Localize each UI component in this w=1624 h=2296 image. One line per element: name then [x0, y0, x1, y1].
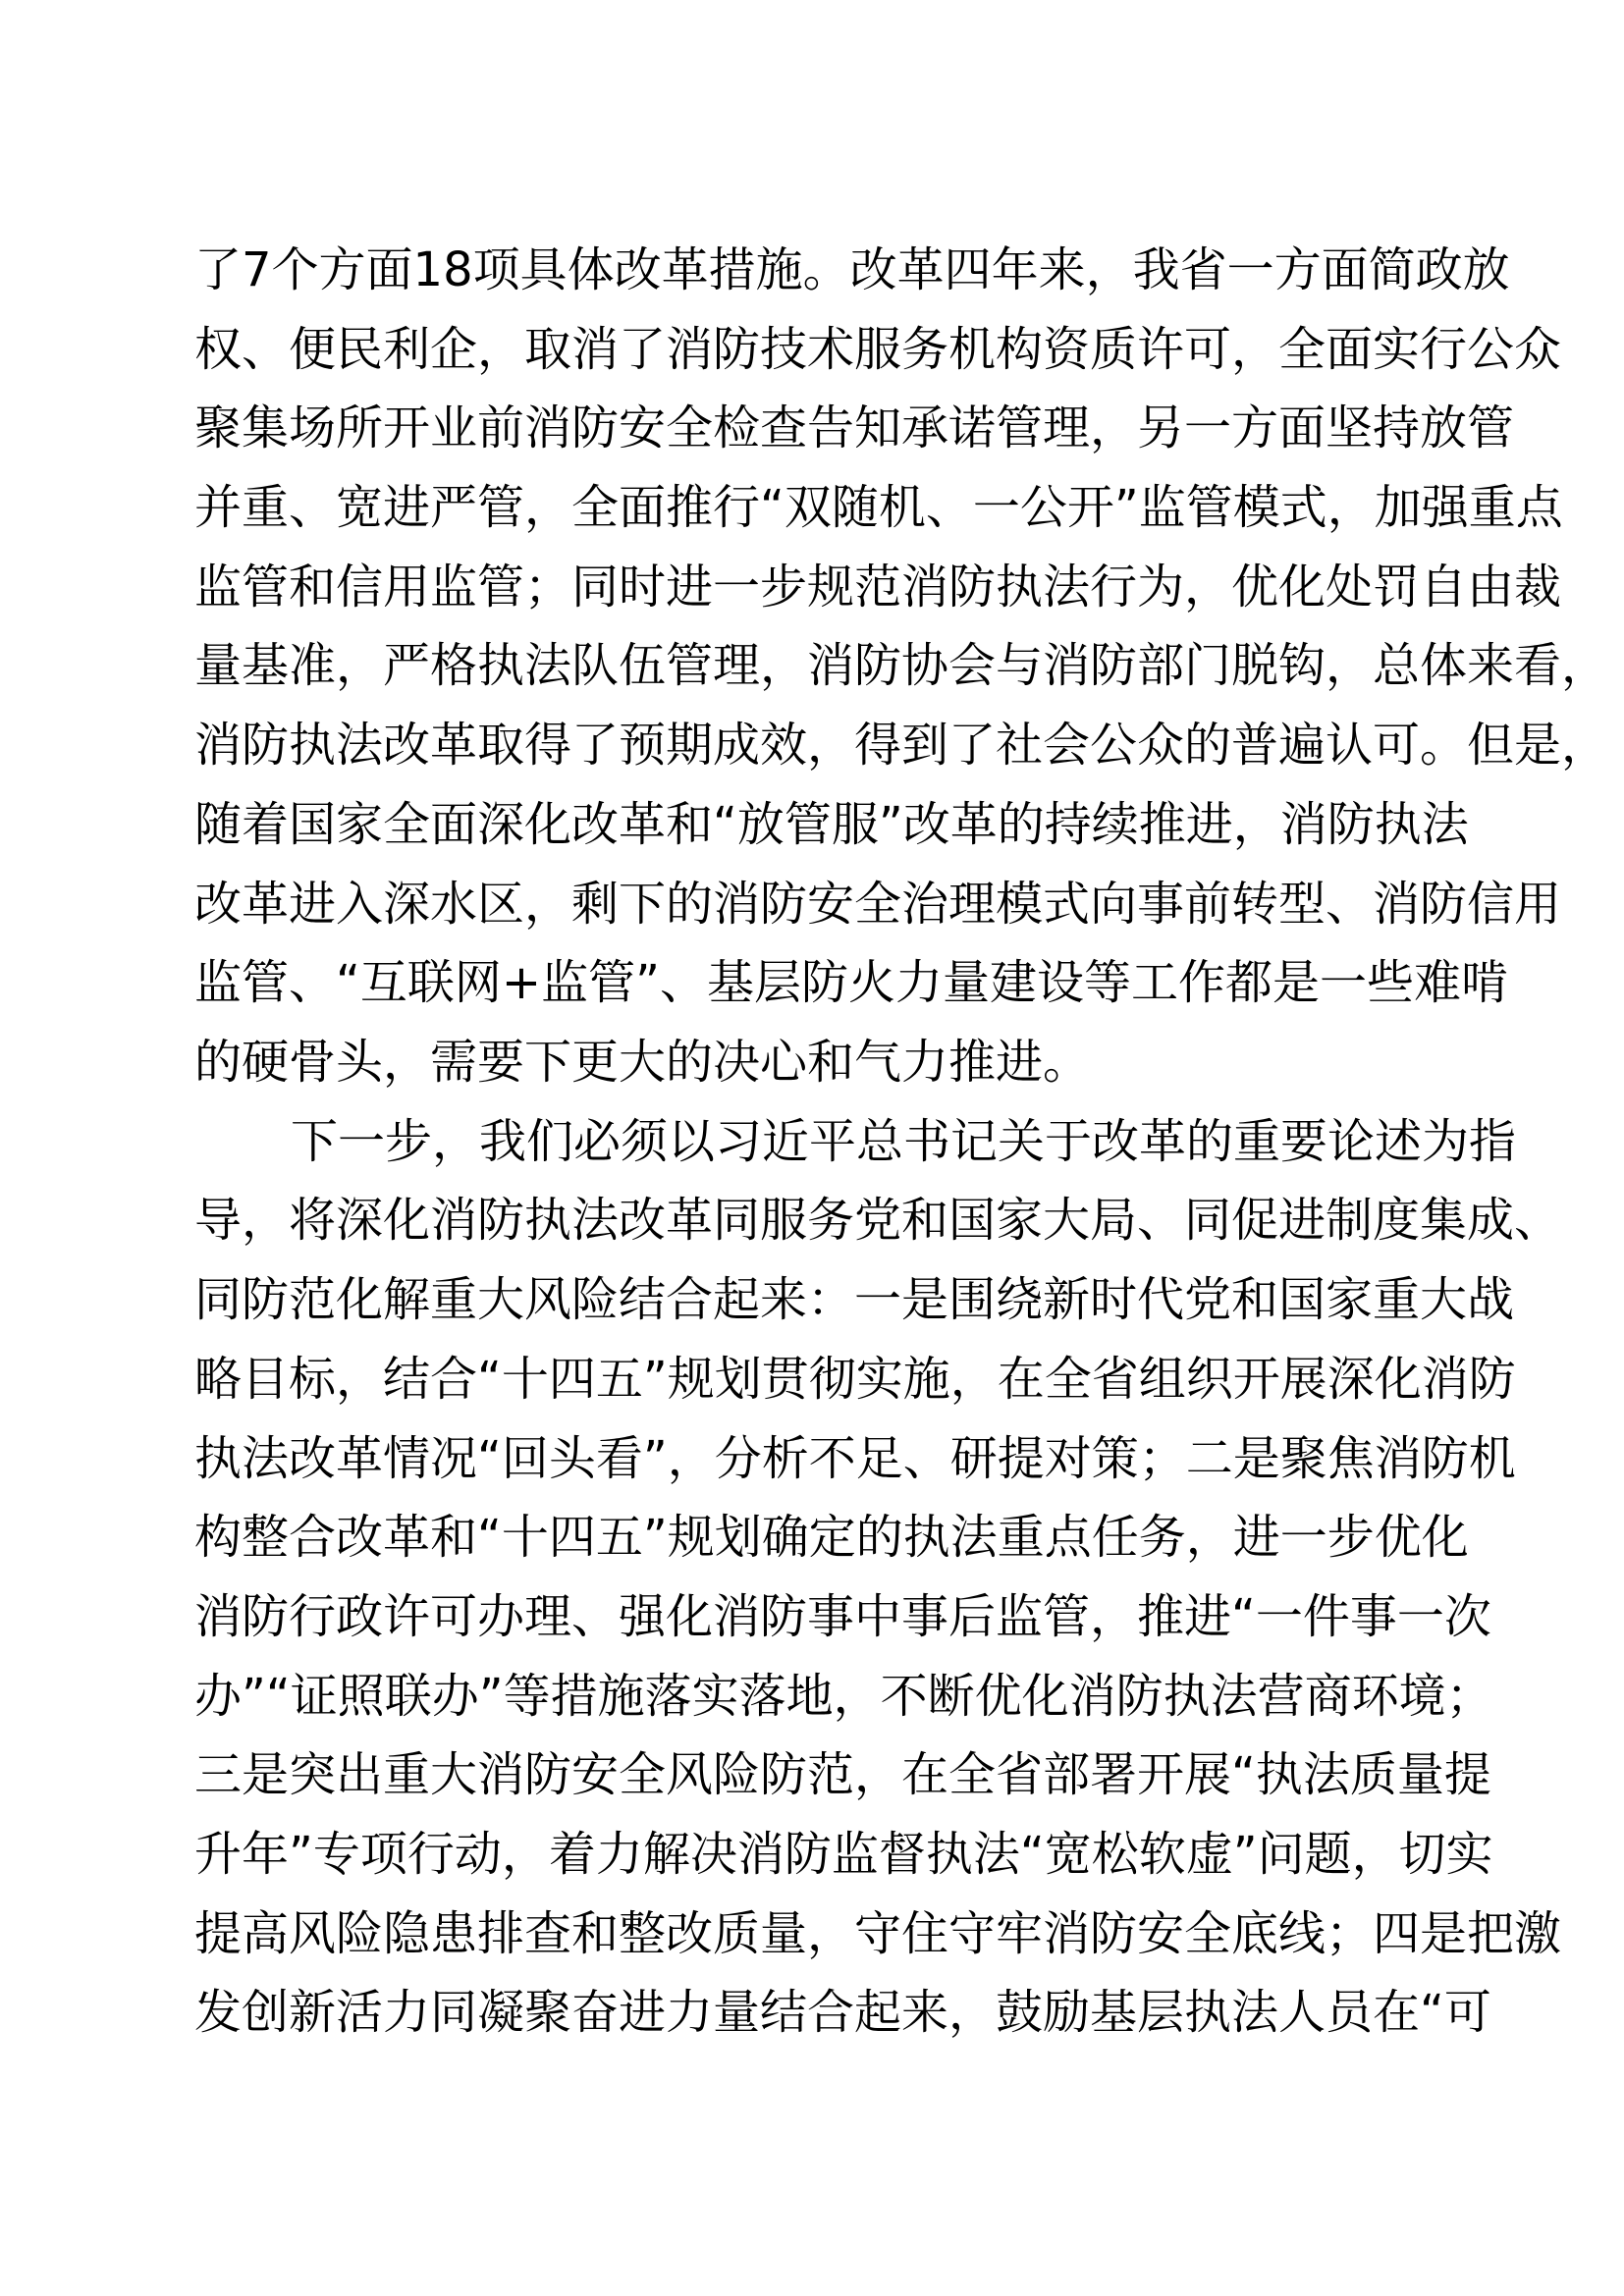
text-line: 并重、宽进严管，全面推行“双随机、一公开”监管模式，加强重点: [194, 480, 1563, 535]
text-line: 聚集场所开业前消防安全检查告知承诺管理，另一方面坚持放管: [194, 400, 1515, 455]
text-line: 执法改革情况“回头看”，分析不足、研提对策；二是聚焦消防机: [194, 1431, 1516, 1486]
text-line: 三是突出重大消防安全风险防范，在全省部署开展“执法质量提: [194, 1747, 1491, 1802]
text-line: 同防范化解重大风险结合起来：一是围绕新时代党和国家重大战: [194, 1272, 1515, 1327]
text-line: 监管、“互联网+监管”、基层防火力量建设等工作都是一些难啃: [194, 955, 1508, 1010]
text-line: 量基准，严格执法队伍管理，消防协会与消防部门脱钩，总体来看，: [194, 638, 1609, 693]
text-line: 消防执法改革取得了预期成效，得到了社会公众的普遍认可。但是，: [194, 718, 1609, 773]
text-line: 权、便民利企，取消了消防技术服务机构资质许可，全面实行公众: [194, 322, 1562, 377]
text-line: 下一步，我们必须以习近平总书记关于改革的重要论述为指: [291, 1114, 1517, 1169]
text-line: 改革进入深水区，剩下的消防安全治理模式向事前转型、消防信用: [194, 877, 1562, 932]
text-line: 升年”专项行动，着力解决消防监督执法“宽松软虚”问题，切实: [194, 1827, 1493, 1882]
text-line: 的硬骨头，需要下更大的决心和气力推进。: [194, 1035, 1091, 1090]
text-line: 消防行政许可办理、强化消防事中事后监管，推进“一件事一次: [194, 1589, 1491, 1644]
text-line: 导，将深化消防执法改革同服务党和国家大局、同促进制度集成、: [194, 1193, 1562, 1248]
text-line: 发创新活力同凝聚奋进力量结合起来，鼓励基层执法人员在“可: [194, 1985, 1491, 2040]
text-line: 提高风险隐患排查和整改质量，守住守牢消防安全底线；四是把激: [194, 1906, 1562, 1961]
text-line: 构整合改革和“十四五”规划确定的执法重点任务，进一步优化: [194, 1510, 1469, 1565]
text-line: 随着国家全面深化改革和“放管服”改革的持续推进，消防执法: [194, 797, 1469, 852]
text-line: 监管和信用监管；同时进一步规范消防执法行为，优化处罚自由裁: [194, 560, 1562, 614]
text-line: 办”“证照联办”等措施落实落地，不断优化消防执法营商环境；: [194, 1669, 1493, 1724]
text-line: 略目标，结合“十四五”规划贯彻实施，在全省组织开展深化消防: [194, 1352, 1516, 1407]
text-line: 了7个方面18项具体改革措施。改革四年来，我省一方面简政放: [194, 242, 1510, 297]
